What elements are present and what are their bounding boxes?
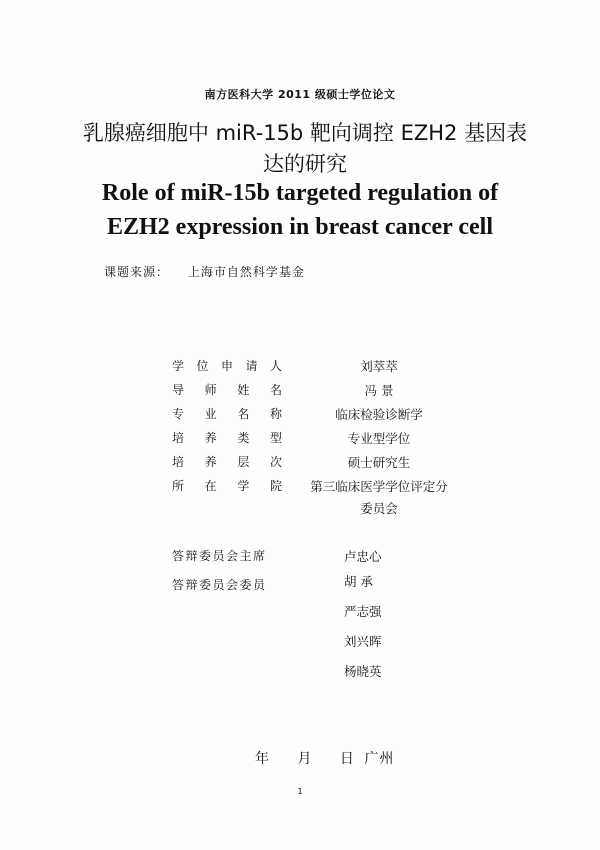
info-value-supervisor: 冯 景: [364, 383, 394, 398]
page-number: 1: [297, 787, 303, 796]
label-char: 养: [204, 455, 217, 469]
info-label-applicant: [172, 357, 282, 374]
date-line: [255, 748, 394, 768]
info-value-applicant: 刘萃萃: [360, 359, 398, 374]
info-label-major: [172, 405, 282, 422]
label-char: 院: [269, 479, 282, 493]
label-char: 类: [237, 431, 250, 445]
date-month: 月: [297, 751, 313, 767]
date-year: 年: [255, 751, 270, 767]
committee-member: 胡 承: [344, 574, 373, 589]
label-char: 学: [172, 359, 185, 373]
label-char: 申: [220, 359, 233, 373]
info-value-training-level: 硕士研究生: [347, 455, 411, 470]
label-char: 请: [245, 359, 258, 373]
info-label-training-level: [172, 453, 282, 470]
committee-member: 杨晓英: [344, 664, 382, 679]
label-char: 姓: [237, 383, 250, 397]
committee-chair-label: 答辩委员会主席: [172, 549, 267, 563]
label-char: 所: [172, 479, 185, 493]
info-label-training-type: [172, 429, 282, 446]
label-char: 次: [269, 455, 282, 469]
info-value-major: 临床检验诊断学: [335, 407, 423, 422]
info-row-training-type: [172, 429, 472, 451]
info-value-college: 第三临床医学学位评定分: [310, 479, 448, 494]
label-char: 称: [269, 407, 282, 421]
chinese-title-line-1: 乳腺癌细胞中 miR-15b 靶向调控 EZH2 基因表: [82, 121, 528, 145]
thesis-header: 南方医科大学 2011 级硕士学位论文: [204, 88, 396, 101]
info-row-training-level: [172, 453, 472, 475]
label-char: 培: [172, 431, 185, 445]
date-city: 广州: [364, 751, 395, 767]
committee-members-label: 答辩委员会委员: [172, 578, 267, 592]
label-char: 位: [196, 359, 209, 373]
info-row-supervisor: [172, 381, 472, 403]
label-char: 名: [237, 407, 250, 421]
label-char: 业: [204, 407, 217, 421]
info-label-supervisor: [172, 381, 282, 398]
label-char: 在: [204, 479, 217, 493]
label-char: 名: [269, 383, 282, 397]
label-char: 人: [269, 359, 282, 373]
info-value-training-type: 专业型学位: [347, 431, 411, 446]
info-value-college-cont: 委员会: [360, 501, 398, 516]
label-char: 师: [204, 383, 217, 397]
project-source-value: 上海市自然科学基金: [187, 265, 305, 279]
label-char: 专: [172, 407, 185, 421]
info-label-college: [172, 477, 282, 494]
label-char: 层: [237, 455, 250, 469]
label-char: 培: [172, 455, 185, 469]
committee-member: 严志强: [344, 604, 382, 619]
english-title-line-1: Role of miR-15b targeted regulation of: [101, 180, 499, 206]
label-char: 导: [172, 383, 185, 397]
label-char: 学: [237, 479, 250, 493]
english-title: [60, 176, 540, 244]
info-row-college: [172, 477, 472, 521]
committee-member: 刘兴晖: [344, 634, 382, 649]
english-title-line-2: EZH2 expression in breast cancer cell: [107, 214, 493, 240]
info-row-major: [172, 405, 472, 427]
date-day: 日: [339, 751, 355, 767]
project-source: [104, 263, 305, 280]
info-row-applicant: [172, 357, 472, 379]
project-source-label: 课题来源：: [104, 265, 170, 279]
label-char: 养: [204, 431, 217, 445]
chinese-title-line-2: 达的研究: [263, 152, 347, 176]
chinese-title: [70, 118, 540, 180]
committee-chair-name: 卢忠心: [344, 549, 382, 564]
label-char: 型: [269, 431, 282, 445]
